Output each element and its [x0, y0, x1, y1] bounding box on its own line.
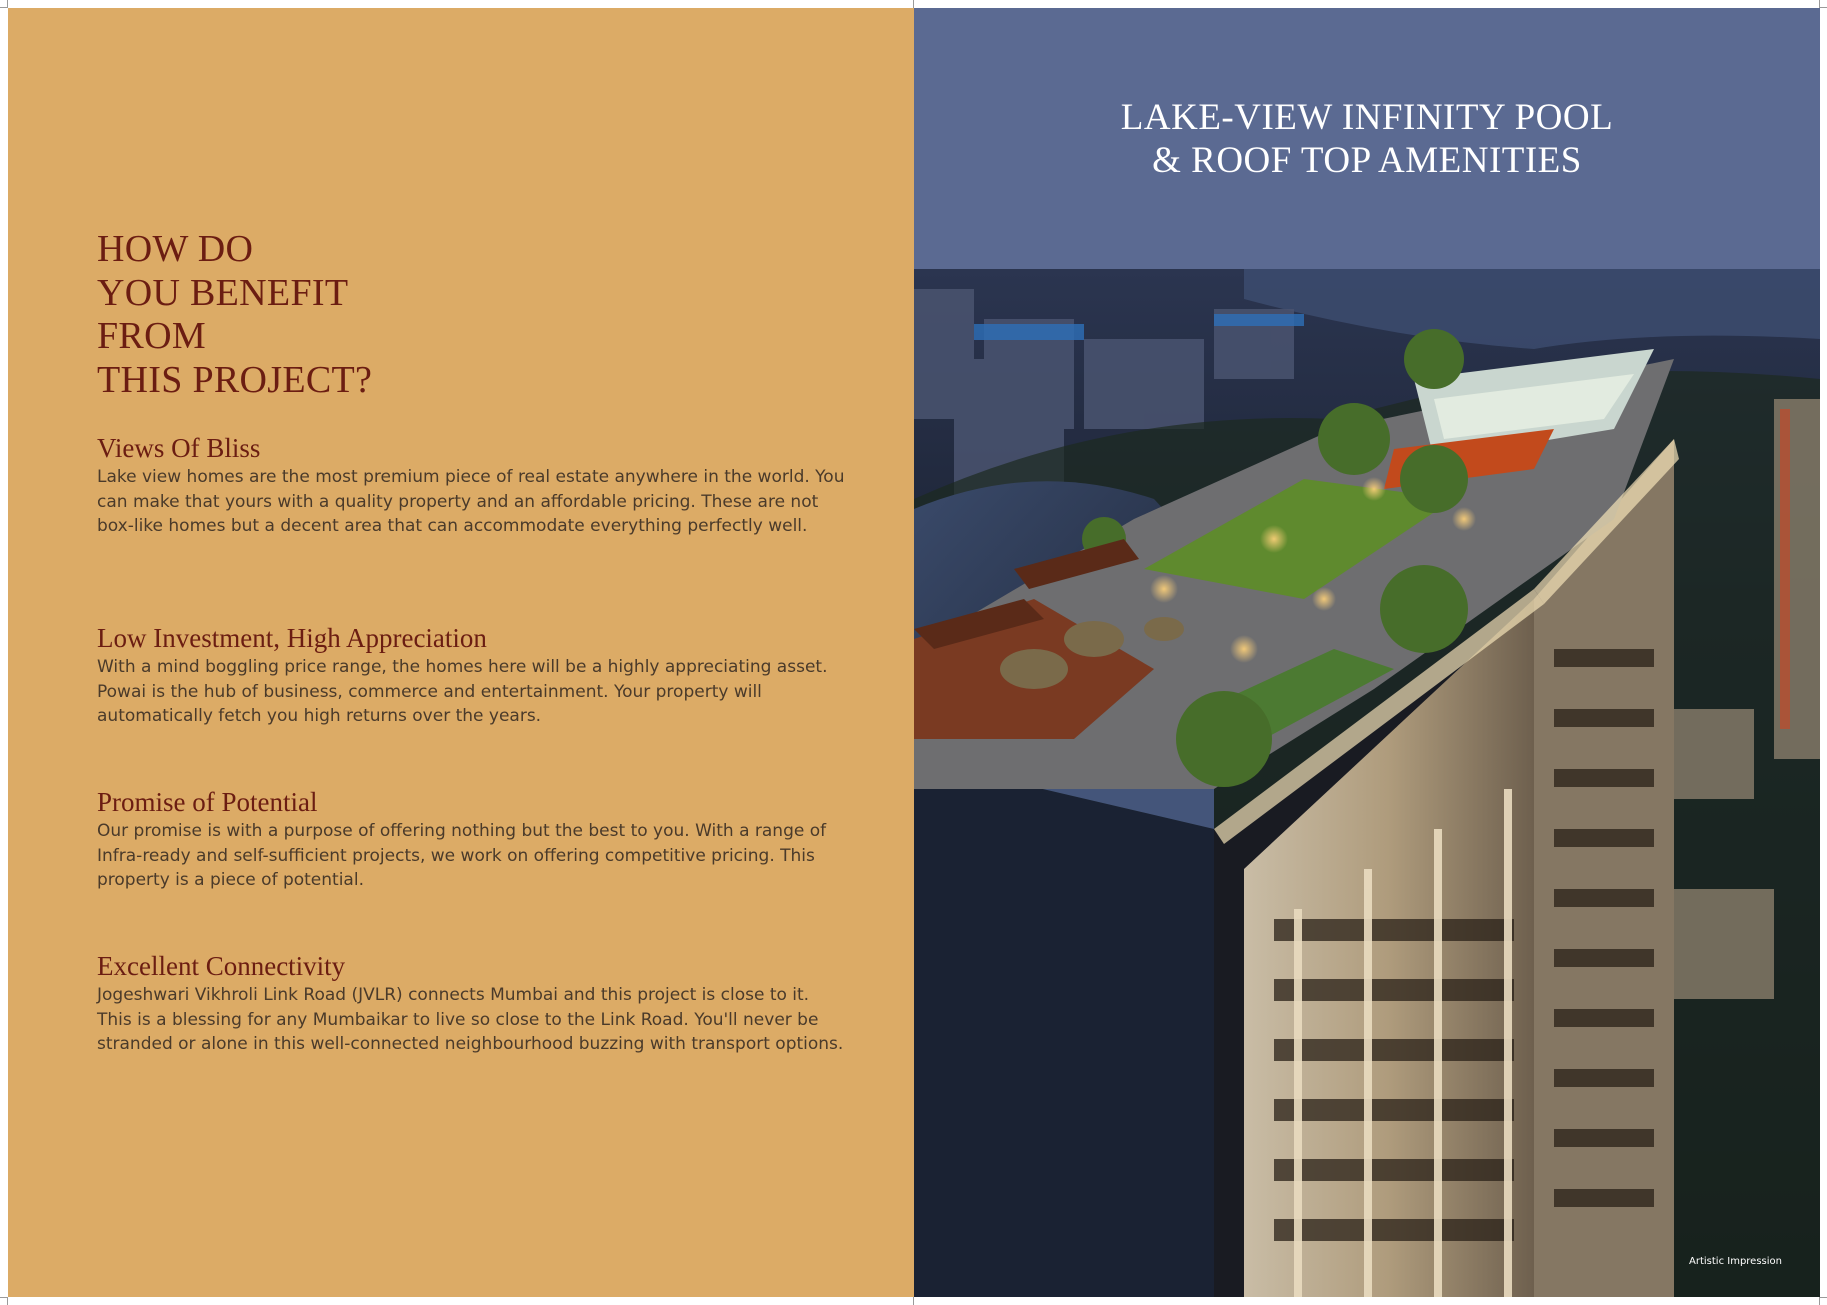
benefit-text: With a mind boggling price range, the homes here will be a highly appreciating asset. Powai is the hub of business, commerce and entertainment. Your property will automatically fetch you high returns over the years. [97, 657, 828, 726]
benefit-low-investment [97, 622, 847, 729]
building-photo [914, 269, 1820, 1297]
heading-line: YOU BENEFIT [97, 271, 349, 314]
benefit-title: Views Of Bliss [97, 433, 261, 463]
crop-mark [1819, 0, 1820, 8]
benefits-panel [8, 8, 914, 1297]
page-heading [97, 228, 372, 402]
benefit-text: Lake view homes are the most premium piece of real estate anywhere in the world. You can make that yours with a quality property and an affordable pricing. These are not box-like homes but a decent area that can accommodate everything perfectly well. [97, 467, 845, 536]
artistic-impression-caption: Artistic Impression [1689, 1256, 1782, 1267]
benefit-title: Excellent Connectivity [97, 951, 346, 981]
heading-line: FROM [97, 315, 206, 357]
benefit-promise-of-potential [97, 786, 847, 893]
benefit-title: Promise of Potential [97, 787, 318, 817]
benefit-views-of-bliss [97, 432, 847, 539]
benefit-text: Jogeshwari Vikhroli Link Road (JVLR) connects Mumbai and this project is close to it. This is a blessing for any Mumbaikar to live so close to the Link Road. You'll never be stranded or alone in this well-connected neighbourhood buzzing with transport options. [97, 985, 844, 1054]
amenities-panel [914, 8, 1820, 1297]
heading-line: THIS PROJECT? [97, 358, 373, 401]
crop-mark [1819, 1297, 1827, 1298]
crop-mark [7, 0, 8, 8]
heading-line: HOW DO [97, 228, 254, 270]
crop-mark [7, 1297, 8, 1305]
benefit-title: Low Investment, High Appreciation [97, 623, 487, 653]
crop-mark [1819, 7, 1827, 8]
benefit-excellent-connectivity [97, 950, 847, 1057]
benefit-text: Our promise is with a purpose of offering nothing but the best to you. With a range of Infra-ready and self-sufficient projects, we work on offering competitive pricing. This property is a piece of potential. [97, 821, 827, 890]
crop-mark [913, 1297, 914, 1305]
banner-title [914, 96, 1820, 182]
amenities-banner [914, 8, 1820, 269]
crop-mark [1819, 1297, 1820, 1305]
banner-line: LAKE-VIEW INFINITY POOL [1120, 97, 1614, 138]
banner-line: & ROOF TOP AMENITIES [1152, 140, 1582, 181]
crop-mark [913, 0, 914, 8]
